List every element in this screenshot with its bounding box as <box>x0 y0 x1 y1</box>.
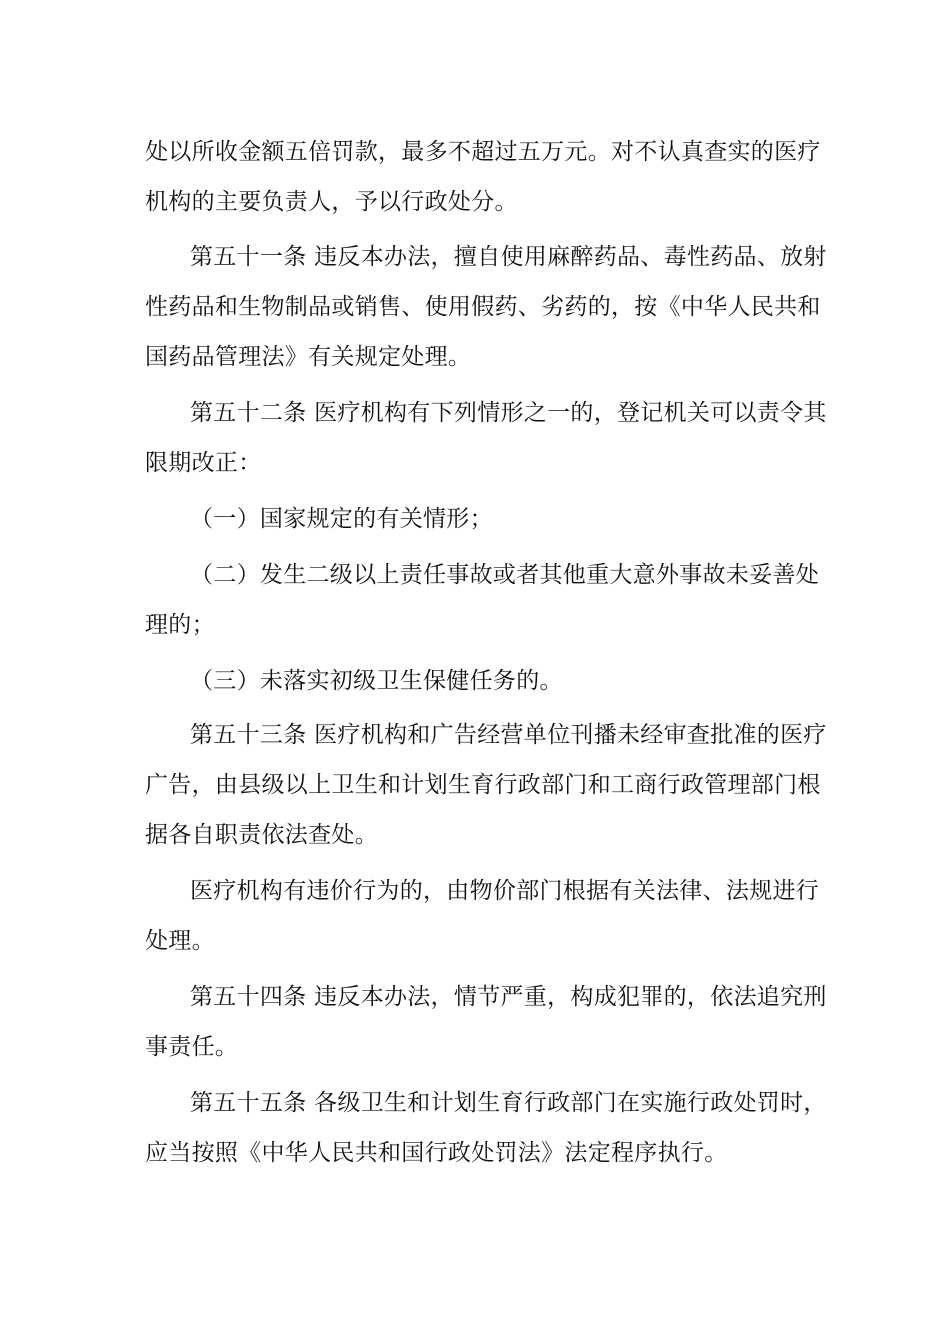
article-53-line: 第五十三条 医疗机构和广告经营单位刊播未经审查批准的医疗 <box>190 722 827 748</box>
list-item-1: （一）国家规定的有关情形； <box>190 506 493 532</box>
text-line: 理的； <box>145 612 215 638</box>
article-54-line: 第五十四条 违反本办法，情节严重，构成犯罪的，依法追究刑 <box>190 984 827 1010</box>
list-item-3: （三）未落实初级卫生保健任务的。 <box>190 668 563 694</box>
text-line: 机构的主要负责人，予以行政处分。 <box>145 189 518 215</box>
text-line: 国药品管理法》有关规定处理。 <box>145 344 472 370</box>
text-line: 处以所收金额五倍罚款，最多不超过五万元。对不认真查实的医疗 <box>145 139 821 165</box>
text-line: 应当按照《中华人民共和国行政处罚法》法定程序执行。 <box>145 1140 728 1166</box>
text-line: 医疗机构有违价行为的，由物价部门根据有关法律、法规进行 <box>190 878 820 904</box>
text-line: 据各自职责依法查处。 <box>145 822 378 848</box>
article-51-line: 第五十一条 违反本办法，擅自使用麻醉药品、毒性药品、放射 <box>190 244 827 270</box>
text-line: 事责任。 <box>145 1034 239 1060</box>
article-55-line: 第五十五条 各级卫生和计划生育行政部门在实施行政处罚时， <box>190 1090 827 1116</box>
text-line: 广告，由县级以上卫生和计划生育行政部门和工商行政管理部门根 <box>145 772 821 798</box>
list-item-2: （二）发生二级以上责任事故或者其他重大意外事故未妥善处 <box>190 562 820 588</box>
text-line: 处理。 <box>145 928 215 954</box>
article-52-line: 第五十二条 医疗机构有下列情形之一的，登记机关可以责令其 <box>190 400 827 426</box>
text-line: 性药品和生物制品或销售、使用假药、劣药的，按《中华人民共和 <box>145 294 821 320</box>
text-line: 限期改正： <box>145 450 262 476</box>
